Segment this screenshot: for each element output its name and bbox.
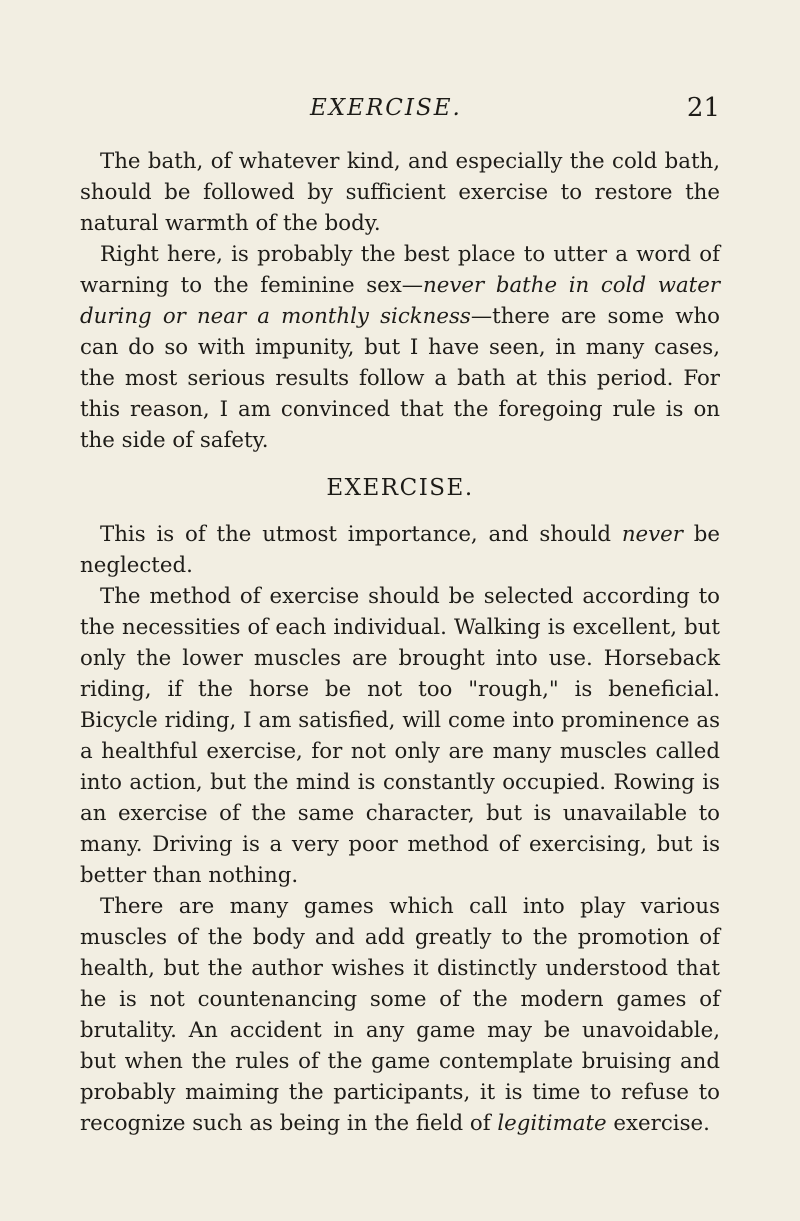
book-page [80, 92, 720, 1139]
paragraph-text: exercise. [606, 1111, 710, 1136]
paragraph-text: The method of exercise should be selected according to the necessities of each individual. Walking is excellent, but only the lower muscles are brought into use. Horseback riding, if the horse be not too "rough," is beneficial. Bicycle riding, I am satisfied, will come into prominence as a healthful exercise, for not only are many muscles called into action, but the mind is constantly occupied. Rowing is an exercise of the same character, but is unavailable to many. Driving is a very poor method of exercising, but is better than nothing. [80, 584, 720, 888]
paragraph-text: be neglected. [80, 522, 720, 578]
paragraph-text: This is of the utmost importance, and should [100, 522, 622, 547]
paragraph-warning [80, 239, 720, 456]
paragraph-text: The bath, of whatever kind, and especially the cold bath, should be followed by sufficient exercise to restore the natural warmth of the body. [80, 149, 720, 236]
paragraph-importance [80, 519, 720, 581]
running-header [80, 92, 720, 132]
paragraph-text: Right here, is probably the best place to utter a word of warning to the feminine sex— [80, 242, 720, 298]
paragraph-games [80, 891, 720, 1139]
paragraph-bath [80, 146, 720, 239]
body-text [80, 146, 720, 1139]
paragraph-text: There are many games which call into play various muscles of the body and add greatly to the promotion of health, but the author wishes it distinctly understood that he is not countenancing some of the modern games of brutality. An accident in any game may be unavoidable, but when the rules of the game contemplate bruising and probably maiming the participants, it is time to refuse to recognize such as being in the field of [80, 894, 720, 1136]
emphasis-text: legitimate [497, 1111, 607, 1136]
emphasis-text: never [621, 522, 683, 547]
emphasis-text: never bathe in cold water during or near a monthly sickness [80, 273, 720, 329]
section-heading: EXERCISE. [326, 475, 474, 501]
page-number: 21 [686, 93, 720, 123]
paragraph-text: —there are some who can do so with impunity, but I have seen, in many cases, the most serious results follow a bath at this period. For this reason, I am convinced that the foregoing rule is on the side of safety. [80, 304, 720, 453]
paragraph-methods [80, 581, 720, 891]
running-title: EXERCISE. [310, 95, 462, 121]
